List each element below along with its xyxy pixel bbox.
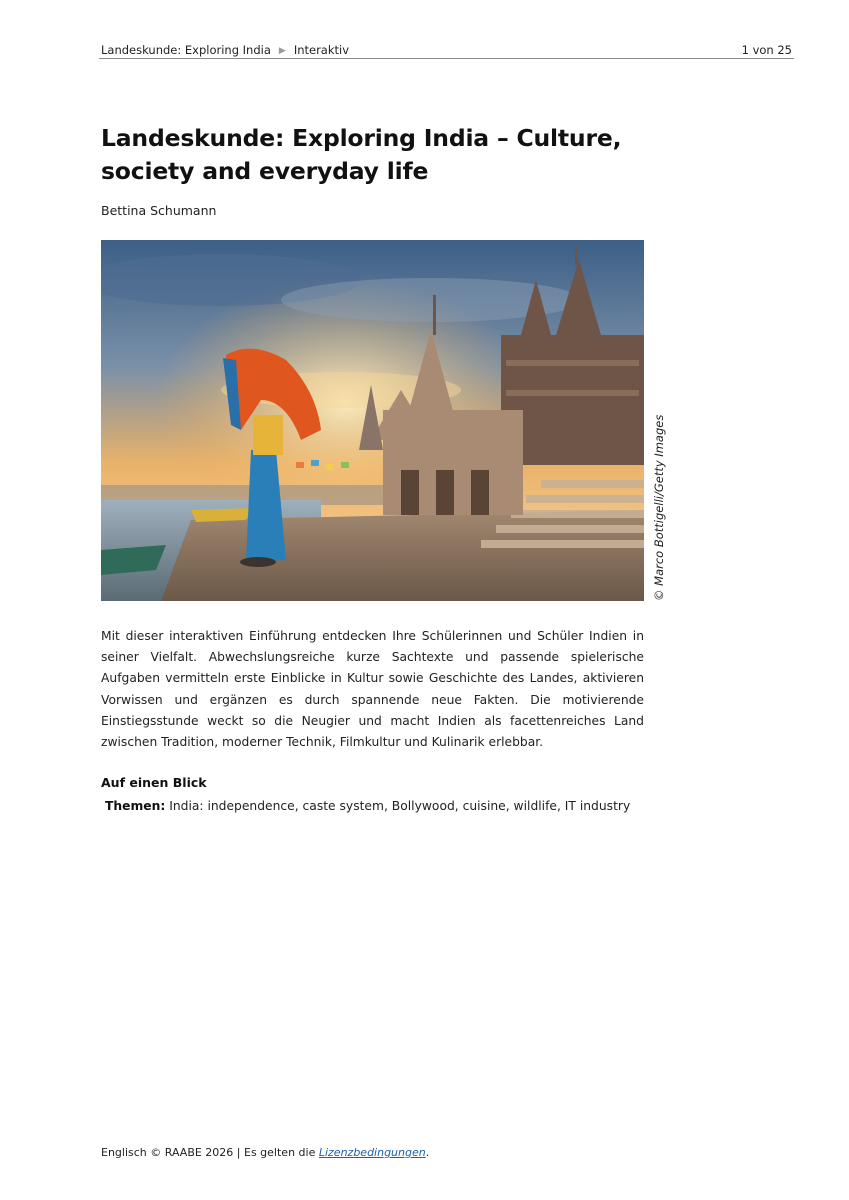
intro-paragraph: Mit dieser interaktiven Einführung entdecken Ihre Schülerinnen und Schüler Indien in seiner Vielfalt. Abwechslungsreiche kurze Sachtexte und passende spielerische Aufgaben vermitteln erste Einblicke in Kultur sowie Geschichte des Landes, aktivieren Vorwissen und ergänzen es durch spannende neue Fakten. Die motivierende Einstiegsstunde weckt so die Neugier und macht Indien als facettenreiches Land zwischen Tradition, moderner Technik, Filmkultur und Kulinarik erlebbar. [101, 629, 644, 750]
themes-label: Themen: [105, 799, 166, 813]
document-title: Landeskunde: Exploring India – Culture, society and everyday life [101, 124, 622, 185]
page-footer [101, 1146, 429, 1159]
themes-line [105, 799, 630, 813]
footer-copyright: Englisch © RAABE 2026 | Es gelten die [101, 1146, 319, 1159]
photo-credit: © Marco Bottigelli/Getty Images [652, 414, 666, 601]
page-indicator: 1 von 25 [741, 43, 792, 57]
breadcrumb-item-topic[interactable]: Landeskunde: Exploring India [101, 43, 271, 57]
themes-value: India: independence, caste system, Bollywood, cuisine, wildlife, IT industry [169, 799, 631, 813]
breadcrumb-item-category[interactable]: Interaktiv [293, 43, 350, 57]
at-a-glance-heading: Auf einen Blick [101, 775, 207, 790]
page-header [99, 41, 794, 59]
cover-photo [101, 240, 644, 601]
footer-suffix: . [425, 1146, 430, 1159]
author-name: Bettina Schumann [101, 203, 217, 218]
breadcrumb-separator-icon: ▶ [278, 46, 286, 56]
breadcrumb [101, 43, 349, 57]
license-link[interactable]: Lizenzbedingungen [318, 1146, 426, 1159]
